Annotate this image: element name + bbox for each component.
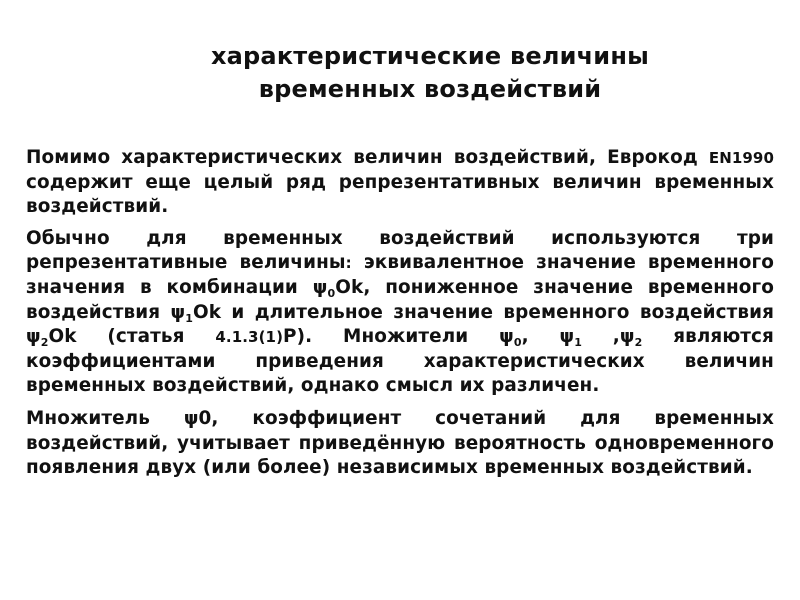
p2-t1: Обычно для временных воздействий используются три репрезентативные величины bbox=[26, 227, 774, 274]
p2-m-sub0: 0 bbox=[513, 336, 522, 350]
p2-t5: (статья bbox=[76, 326, 216, 348]
p2-t2: эквивалентное значение временного значения в комбинации bbox=[26, 252, 774, 298]
p2-ok2: Ok bbox=[48, 326, 77, 348]
p2-m-psi2: ψ bbox=[619, 326, 635, 348]
p2-sub2: 2 bbox=[40, 336, 49, 350]
title-line-1: характеристические величины bbox=[210, 42, 650, 70]
paragraph-1 bbox=[26, 146, 774, 220]
p2-sub1: 1 bbox=[185, 311, 193, 325]
p2-m-psi0: ψ bbox=[499, 326, 514, 348]
p2-ref: 4.1.3(1) bbox=[215, 328, 284, 347]
p2-t7: Множители bbox=[312, 326, 500, 348]
p2-psi1: ψ bbox=[170, 301, 186, 323]
p2-t8: являются коэффициентами приведения характеристических величин временных воздействий, однако смысл их различен. bbox=[26, 326, 774, 397]
p1-text-a: Помимо характеристических величин воздействий, Еврокод bbox=[26, 147, 709, 168]
slide-body bbox=[26, 146, 774, 487]
slide-title bbox=[130, 40, 730, 106]
p2-m-psi1: ψ bbox=[559, 326, 575, 348]
p1-text-b: содержит еще целый ряд репрезентативных величин временных воздействий. bbox=[26, 171, 774, 218]
p2-ok1: Ok bbox=[192, 301, 222, 323]
paragraph-2 bbox=[26, 227, 774, 399]
p2-psi0: ψ bbox=[312, 276, 328, 298]
p2-sep1: , bbox=[521, 326, 560, 348]
p2-t6: P). bbox=[283, 326, 313, 348]
p2-m-sub1: 1 bbox=[574, 336, 582, 350]
title-line-2: временных воздействий bbox=[258, 75, 602, 103]
p2-t3: , пониженное значение временного воздействия bbox=[26, 276, 774, 323]
p2-t4: и длительное значение временного воздействия bbox=[221, 301, 774, 323]
p2-ok0: Ok bbox=[335, 276, 364, 298]
p1-code: EN1990 bbox=[708, 149, 774, 167]
p2-psi2: ψ bbox=[26, 326, 41, 348]
p2-colon: : bbox=[345, 254, 352, 273]
p2-sub0: 0 bbox=[327, 286, 336, 300]
p2-sep2: , bbox=[581, 326, 620, 348]
paragraph-3: Множитель ψ0, коэффициент сочетаний для временных воздействий, учитывает приведённую вероятность одновременного появления двух (или более) независимых временных воздействий. bbox=[26, 407, 774, 479]
p2-m-sub2: 2 bbox=[634, 336, 643, 350]
